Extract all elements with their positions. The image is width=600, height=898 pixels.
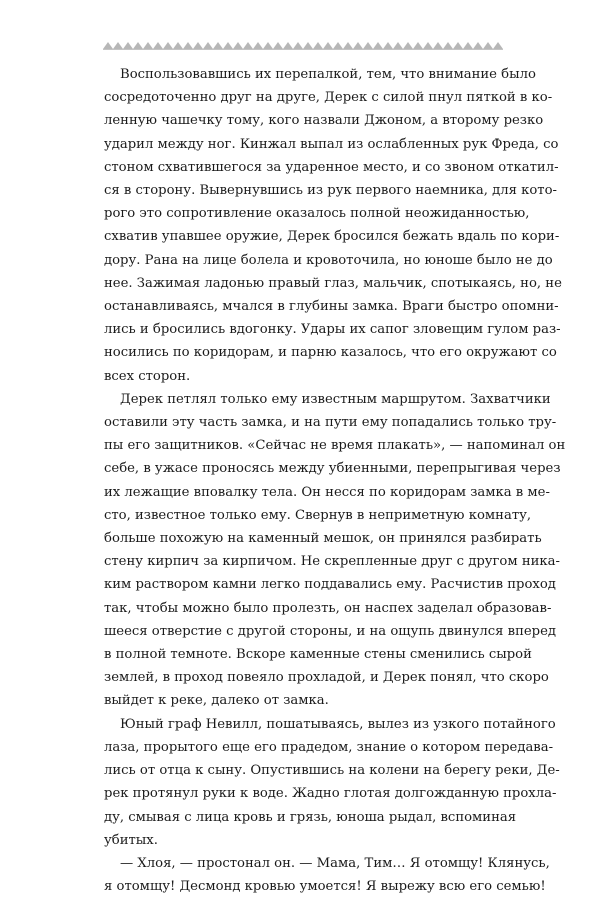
paragraph [104, 852, 550, 898]
text-line: выйдет к реке, далеко от замка. [104, 693, 329, 709]
text-line: ким раствором камни легко поддавались ему. Расчистив проход [104, 577, 556, 593]
text-line: сто, известное только ему. Свернув в неприметную комнату, [104, 507, 532, 523]
decorative-zigzag-border [103, 38, 503, 52]
text-line: так, чтобы можно было пролезть, он наспех заделал образовав- [104, 600, 552, 616]
text-line: себе, в ужасе проносясь между убиенными, перепрыгивая через [104, 461, 561, 477]
text-line: ду, смывая с лица кровь и грязь, юноша рыдал, вспоминая [104, 809, 517, 825]
text-line: больше похожую на каменный мешок, он принялся разбирать [104, 531, 542, 547]
text-line: — Хлоя, — простонал он. — Мама, Тим… Я отомщу! Клянусь, [120, 855, 550, 871]
text-line: всех сторон. [104, 368, 191, 384]
text-line: оставили эту часть замка, и на пути ему попадались только тру- [104, 415, 557, 431]
text-line: рого это сопротивление оказалось полной неожиданностью, [104, 206, 530, 222]
text-line: ударил между ног. Кинжал выпал из ослабленных рук Фреда, со [104, 136, 559, 152]
text-line: нее. Зажимая ладонью правый глаз, мальчик, спотыкаясь, но, не [104, 275, 562, 291]
text-line: носились по коридорам, и парню казалось, что его окружают со [104, 345, 557, 361]
body-text [104, 63, 566, 898]
text-line: лись и бросились вдогонку. Удары их сапог зловещим гулом раз- [104, 322, 561, 338]
text-line: останавливаясь, мчался в глубины замка. Враги быстро опомни- [104, 299, 559, 315]
text-line: Дерек петлял только ему известным маршрутом. Захватчики [120, 391, 551, 407]
text-line: ся в сторону. Вывернувшись из рук первого наемника, для кото- [104, 183, 557, 199]
paragraph [104, 388, 566, 713]
text-line: их лежащие вповалку тела. Он несся по коридорам замка в ме- [104, 484, 550, 500]
text-line: лись от отца к сыну. Опустившись на колени на берегу реки, Де- [104, 763, 560, 779]
text-line: сосредоточенно друг на друге, Дерек с силой пнул пяткой в ко- [104, 90, 553, 106]
text-line: лаза, прорытого еще его прадедом, знание о котором передава- [104, 739, 554, 755]
text-line: в полной темноте. Вскоре каменные стены сменились сырой [104, 647, 532, 663]
text-line: стоном схватившегося за ударенное место, и со звоном откатил- [104, 159, 559, 175]
text-line: ленную чашечку тому, кого назвали Джоном, а второму резко [104, 113, 544, 129]
text-line: Воспользовавшись их перепалкой, тем, что внимание было [120, 67, 536, 82]
text-line: убитых. [104, 832, 158, 848]
text-line: пы его защитников. «Сейчас не время плакать», — напоминал он [104, 438, 566, 454]
text-line: шееся отверстие с другой стороны, и на ощупь двинулся вперед [104, 623, 557, 639]
text-line: я отомщу! Десмонд кровью умоется! Я вырежу всю его семью! [104, 879, 546, 895]
text-line: дору. Рана на лице болела и кровоточила, но юноше было не до [104, 252, 553, 268]
text-line: Юный граф Невилл, пошатываясь, вылез из узкого потайного [120, 716, 556, 732]
text-line: рек протянул руки к воде. Жадно глотая долгожданную прохла- [104, 786, 557, 802]
text-line: землей, в проход повеяло прохладой, и Дерек понял, что скоро [104, 670, 549, 686]
text-line: схватив упавшее оружие, Дерек бросился бежать вдаль по кори- [104, 229, 560, 245]
paragraph [104, 713, 560, 852]
paragraph [104, 63, 562, 388]
text-line: стену кирпич за кирпичом. Не скрепленные друг с другом ника- [104, 554, 560, 570]
